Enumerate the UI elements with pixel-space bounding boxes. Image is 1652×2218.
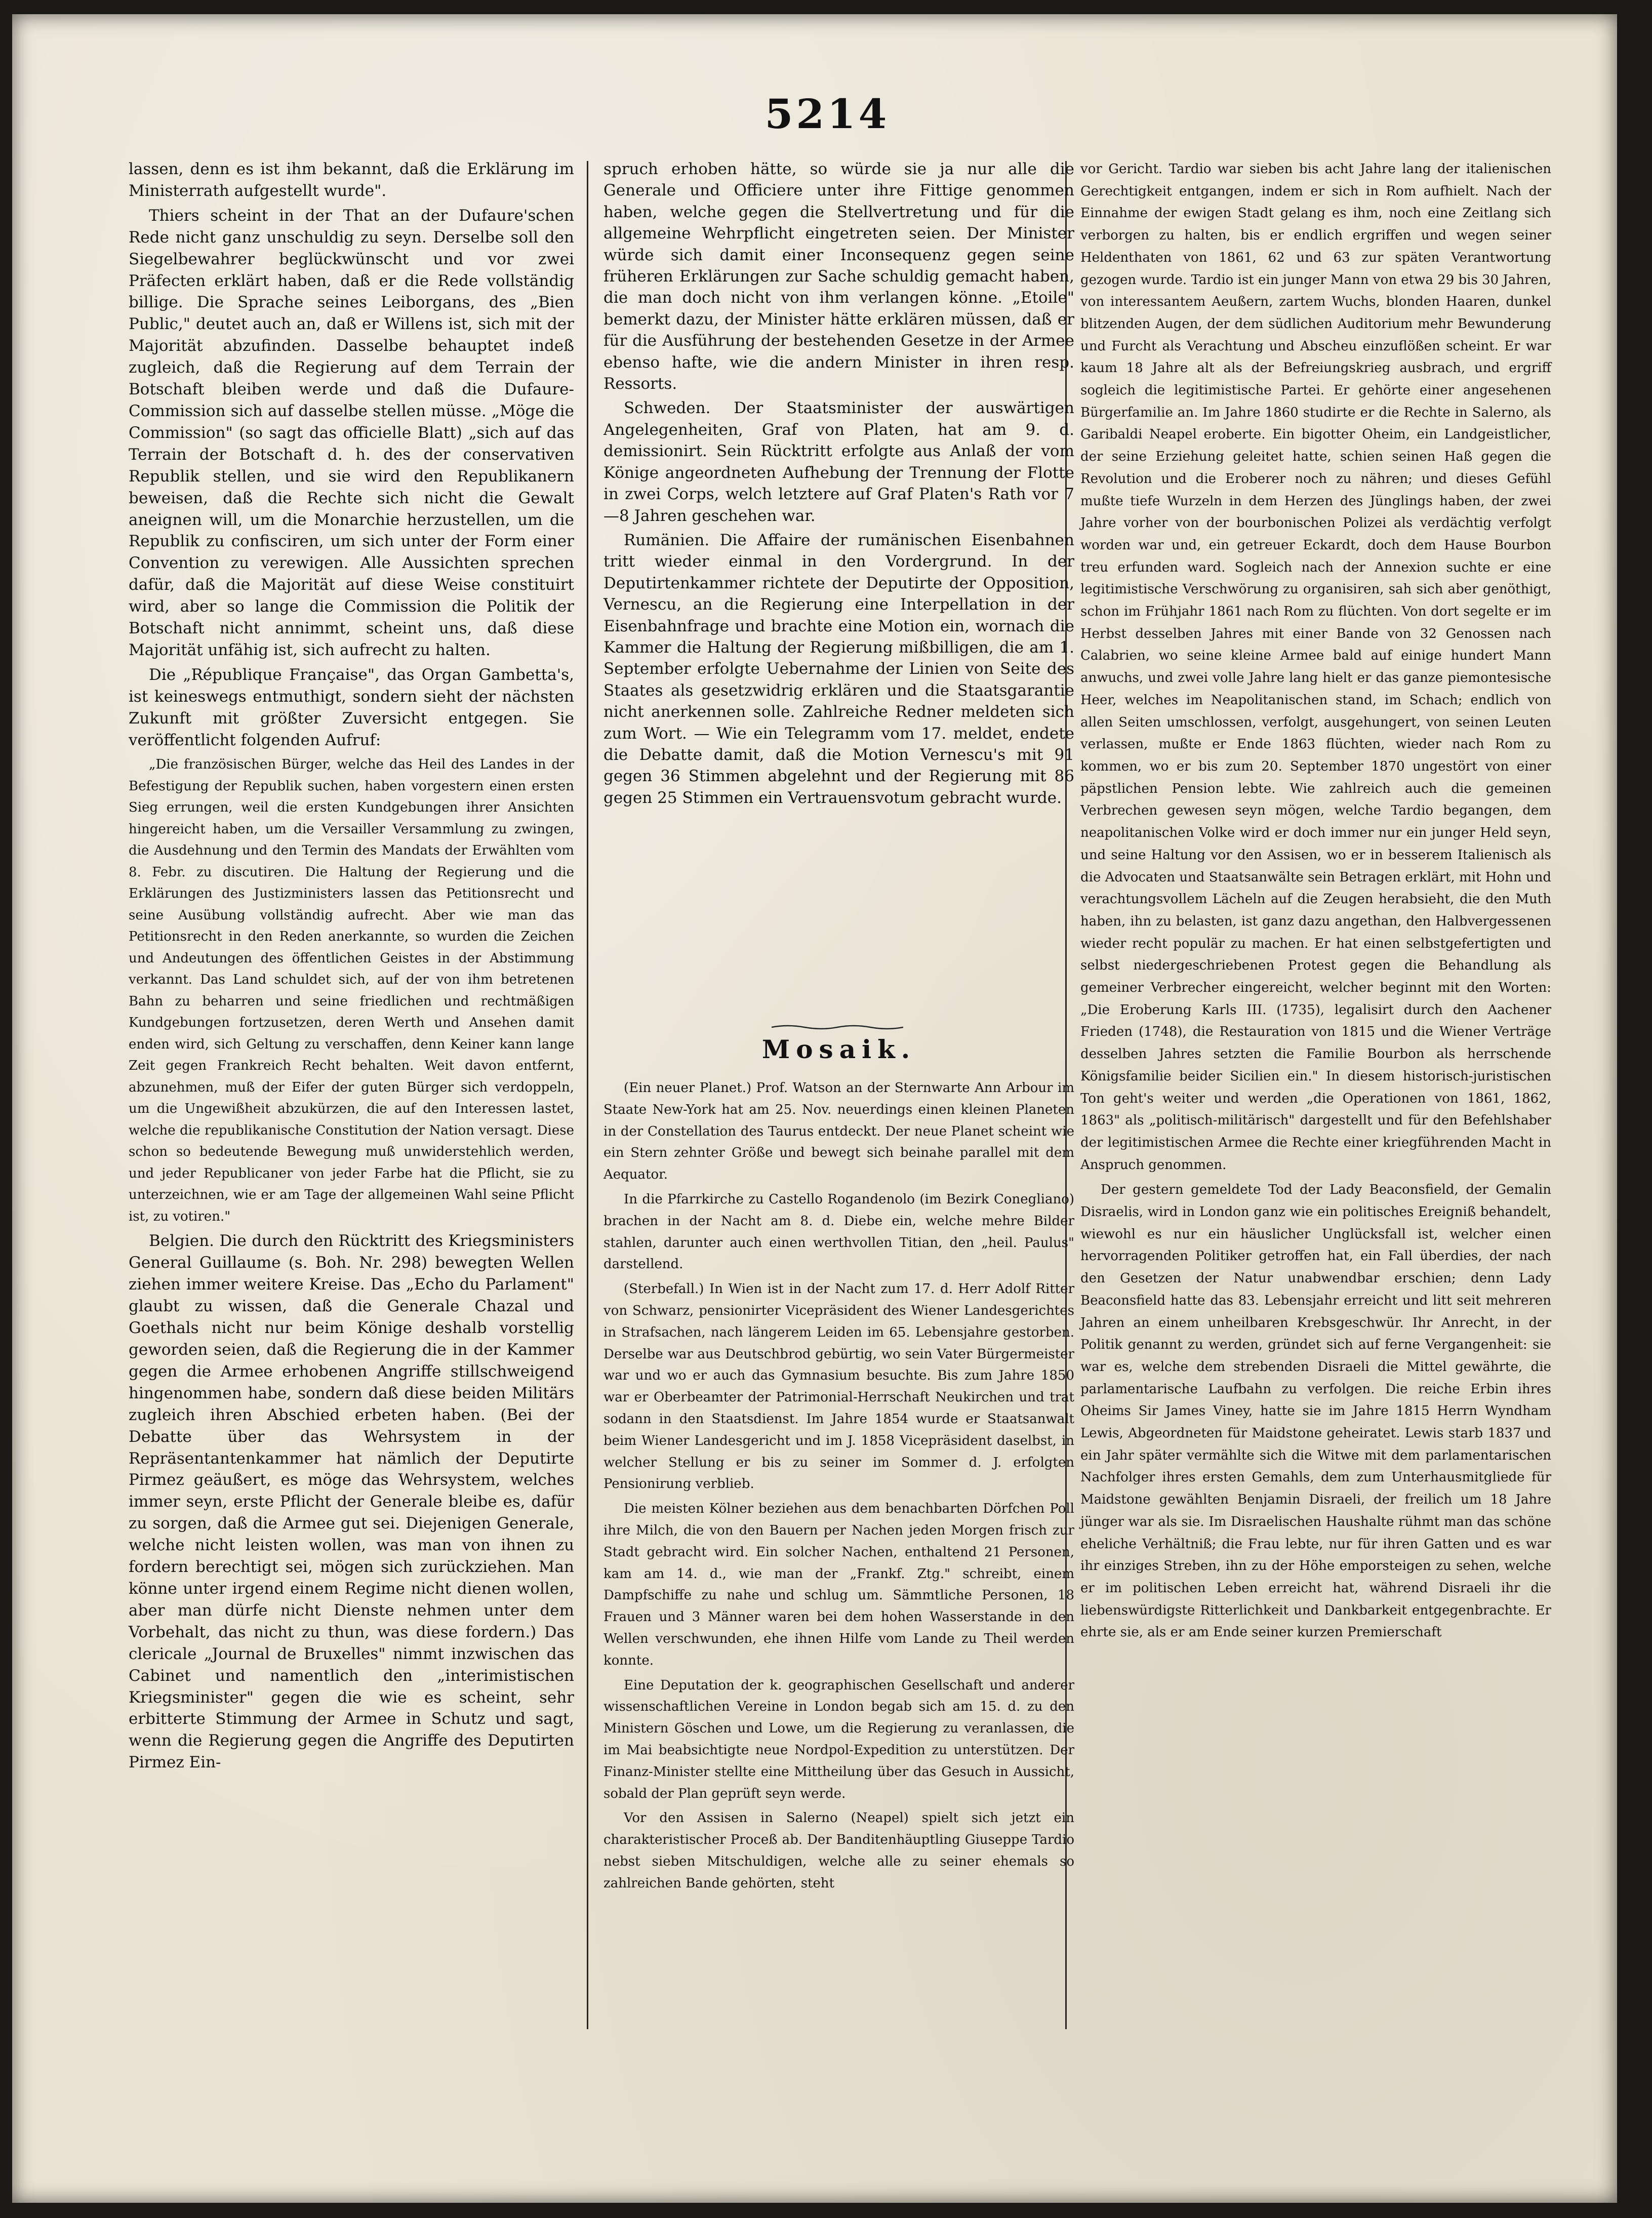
page-number: 5214: [764, 90, 890, 138]
column-rule-left: [587, 161, 588, 2029]
newspaper-page: [12, 14, 1617, 2203]
mosaik-item: (Sterbefall.) In Wien ist in der Nacht zum 17. d. Herr Adolf Ritter von Schwarz, pensionirter Vicepräsident des Wiener Landesgerichtes in Strafsachen, nach längerem Leiden im 65. Lebensjahre gestorben. Derselbe war aus Deutschbrod gebürtig, wo sein Vater Bürgermeister war und wo er auch das Gymnasium besuchte. Bis zum Jahre 1850 war er Oberbeamter der Patrimonial-Herrschaft Neukirchen und trat sodann in den Staatsdienst. Im Jahre 1854 wurde er Staatsanwalt beim Wiener Landesgericht und im J. 1858 Vicepräsident daselbst, in welcher Stellung er bis zu seiner im Sommer d. J. erfolgten Pensionirung verblieb.: [603, 1281, 1074, 1492]
mosaik-item: Die meisten Kölner beziehen aus dem benachbarten Dörfchen Poll ihre Milch, die von den Bauern per Nachen jeden Morgen frisch zur Stadt gebracht wird. Ein solcher Nachen, enthaltend 21 Personen, kam am 14. d., wie man der „Frankf. Ztg." schreibt, einem Dampfschiffe zu nahe und schlug um. Sämmtliche Personen, 18 Frauen und 3 Männer waren bei dem hohen Wasserstande in den Wellen verschwunden, ehe ihnen Hilfe vom Lande zu Theil werden konnte.: [603, 1501, 1074, 1668]
paragraph: Thiers scheint in der That an der Dufaure'schen Rede nicht ganz unschuldig zu seyn. Derselbe soll den Siegelbewahrer beglückwünscht und vor zwei Präfecten erklärt haben, daß er die Rede vollständig billige. Die Sprache seines Leiborgans, des „Bien Public," deutet auch an, daß er Willens ist, sich mit der Majorität abzufinden. Dasselbe behauptet indeß zugleich, daß die Regierung auf dem Terrain der Botschaft bleiben werde und daß die Dufaure-Commission sich auf dasselbe stellen müsse. „Möge die Commission" (so sagt das officielle Blatt) „sich auf das Terrain der Botschaft d. h. des der conservativen Republik stellen, und sie wird den Republikanern beweisen, daß die Rechte sich nicht die Gewalt aneignen will, um die Monarchie herzustellen, um die Republik zu confisciren, um sich unter der Form einer Convention zu verewigen. Alle Aussichten sprechen dafür, daß die Majorität auf diese Weise constituirt wird, aber so lange die Commission die Politik der Botschaft nicht annimmt, scheint uns, daß diese Majorität unfähig ist, sich aufrecht zu halten.: [129, 206, 574, 659]
paragraph-rumaenien: Rumänien. Die Affaire der rumänischen Eisenbahnen tritt wieder einmal in den Vordergrund. In der Deputirtenkammer richtete der Deputirte der Opposition, Vernescu, an die Regierung eine Interpellation in der Eisenbahnfrage und brachte eine Motion ein, wornach die Kammer die Haltung der Regierung mißbilligen, die am 1. September erfolgte Uebernahme der Linien von Seite des Staates als gesetzwidrig erklären und die Staatsgarantie nicht anerkennen solle. Zahlreiche Redner meldeten sich zum Wort. — Wie ein Telegramm vom 17. meldet, endete die Debatte damit, daß die Motion Vernescu's mit 91 gegen 36 Stimmen abgelehnt und der Regierung mit 86 gegen 25 Stimmen ein Vertrauensvotum gebracht wurde.: [603, 531, 1074, 807]
mosaik-item: In die Pfarrkirche zu Castello Rogandenolo (im Bezirk Conegliano) brachen in der Nacht am 8. d. Diebe ein, welche mehre Bilder stahlen, darunter auch einen werthvollen Titian, den „heil. Paulus" darstellend.: [603, 1191, 1074, 1272]
paragraph: Die „République Française", das Organ Gambetta's, ist keineswegs entmuthigt, sondern sieht der nächsten Zukunft mit größter Zuversicht entgegen. Sie veröffentlicht folgenden Aufruf:: [129, 665, 574, 749]
mosaik-item: Vor den Assisen in Salerno (Neapel) spielt sich jetzt ein charakteristischer Proceß ab. Der Banditenhäuptling Giuseppe Tardio nebst sieben Mitschuldigen, welche alle zu seiner ehemals so zahlreichen Bande gehörten, steht: [603, 1810, 1074, 1891]
section-title-mosaik: Mosaik.: [761, 1034, 916, 1064]
paragraph-beaconsfield: Der gestern gemeldete Tod der Lady Beaconsfield, der Gemalin Disraelis, wird in London ganz wie ein politisches Ereigniß behandelt, wiewohl es nur ein häuslicher Unglücksfall ist, welcher einen hervorragenden Politiker getroffen hat, ein Fall überdies, der nach den Gesetzen der Natur unabwendbar erschien; denn Lady Beaconsfield hatte das 83. Lebensjahr erreicht und litt seit mehreren Jahren an einem unheilbaren Krebsgeschwür. Ihr Anrecht, in der Politik genannt zu werden, gründet sich auf ferne Vergangenheit: sie war es, welche dem strebenden Disraeli die Mittel gewährte, die parlamentarische Laufbahn zu verfolgen. Die reiche Erbin ihres Oheims Sir James Viney, hatte sie im Jahre 1815 Herrn Wyndham Lewis, Abgeordneten für Maidstone geheiratet. Lewis starb 1837 und ein Jahr später vermählte sich die Witwe mit dem parlamentarischen Nachfolger ihres ersten Gemahls, dem zum Unterhausmitgliede für Maidstone gewählten Benjamin Disraeli, der freilich um 18 Jahre jünger war als sie. Im Disraelischen Haushalte rühmt man das schöne eheliche Verhältniß; die Frau lebte, nur für ihren Gatten und es war ihr einziges Streben, ihn zu der Höhe emporsteigen zu sehen, welche er im politischen Leben erreicht hat, während Disraeli ihr die liebenswürdigste Ritterlichkeit und Dankbarkeit entgegenbrachte. Er ehrte sie, als er am Ende seiner kurzen Premierschaft: [1080, 1182, 1551, 1640]
paragraph: spruch erhoben hätte, so würde sie ja nur alle die Generale und Officiere unter ihre Fittige genommen haben, welche gegen die Stellvertretung und für die allgemeine Wehrpflicht eingetreten seien. Der Minister würde sich damit einer Inconsequenz gegen seine früheren Erklärungen zur Sache schuldig gemacht haben, die man doch nicht von ihm verlangen könne. „Etoile" bemerkt dazu, der Minister hätte erklären müssen, daß er für die Ausführung der bestehenden Gesetze in der Armee ebenso hafte, wie die andern Minister in ihren resp. Ressorts.: [603, 160, 1074, 393]
column-2: [603, 158, 1074, 812]
mosaik-item: Eine Deputation der k. geographischen Gesellschaft und anderer wissenschaftlichen Vereine in London begab sich am 15. d. zu den Ministern Göschen und Lowe, um die Regierung zu veranlassen, die im Mai beabsichtigte neue Nordpol-Expedition zu unterstützen. Der Finanz-Minister stellte eine Mittheilung über das Gesuch in Aussicht, sobald der Plan geprüft seyn werde.: [603, 1677, 1074, 1801]
column-3: [1080, 158, 1551, 1647]
column-1: [129, 158, 574, 1777]
paragraph-belgien: Belgien. Die durch den Rücktritt des Kriegsministers General Guillaume (s. Boh. Nr. 298) bewegten Wellen ziehen immer weitere Kreise. Das „Echo du Parlament" glaubt zu wissen, daß die Generale Chazal und Goethals nicht nur beim Könige deshalb vorstellig geworden seien, daß die Regierung die in der Kammer gegen die Armee erhobenen Angriffe stillschweigend hingenommen habe, sondern daß diese beiden Militärs zugleich ihren Abschied erbeten haben. (Bei der Debatte über das Wehrsystem in der Repräsentantenkammer hat nämlich der Deputirte Pirmez geäußert, es möge das Wehrsystem, welches immer seyn, erste Pflicht der Generale bleibe es, dafür zu sorgen, daß die Armee gut sei. Diejenigen Generale, welche nicht leisten wollen, was man von ihnen zu fordern berechtigt sei, mögen sich zurückziehen. Man könne unter irgend einem Regime nicht dienen wollen, aber man dürfe nicht Dienste nehmen unter dem Vorbehalt, das nicht zu thun, was diese fordern.) Das clericale „Journal de Bruxelles" nimmt inzwischen das Cabinet und namentlich den „interimistischen Kriegsminister" gegen die wie es scheint, sehr erbitterte Stimmung der Armee in Schutz und sagt, wenn die Regierung gegen die Angriffe des Deputirten Pirmez Ein-: [129, 1232, 574, 1772]
column-2-mosaik: [603, 1077, 1074, 1897]
paragraph-quote: „Die französischen Bürger, welche das Heil des Landes in der Befestigung der Republik suchen, haben vorgestern einen ersten Sieg errungen, weil die ersten Kundgebungen ihrer Ansichten hingereicht haben, um die Versailler Versammlung zu zwingen, die Ausdehnung und den Termin des Mandats der Erwählten vom 8. Febr. zu discutiren. Die Haltung der Regierung und die Erklärungen des Justizministers lassen das Petitionsrecht und seine Ausübung vollständig aufrecht. Aber wie man das Petitionsrecht in den Reden anerkannte, so wurden die Zeichen und Andeutungen des öffentlichen Geistes in der Abstimmung verkannt. Das Land schuldet sich, auf der von ihm betretenen Bahn zu beharren und seine friedlichen und rechtmäßigen Kundgebungen fortzusetzen, deren Werth und Ansehen damit enden wird, sich Geltung zu verschaffen, denn Keiner kann lange Zeit gegen Frankreich Recht behalten. Weit davon entfernt, abzunehmen, muß der Eifer der guten Bürger sich verdoppeln, um die Ungewißheit abzukürzen, die auf den Interessen lastet, welche die republikanische Constitution der Nation versagt. Diese schon so bedeutende Bewegung muß unwiderstehlich werden, und jeder Republicaner von jeder Farbe hat die Pflicht, sie zu unterzeichnen, wie er am Tage der allgemeinen Wahl seine Pflicht ist, zu votiren.": [129, 757, 574, 1224]
ornament-divider: [772, 1024, 903, 1030]
paragraph-tardio: vor Gericht. Tardio war sieben bis acht Jahre lang der italienischen Gerechtigkeit entgangen, indem er sich in Rom aufhielt. Nach der Einnahme der ewigen Stadt gelang es ihm, noch eine Zeitlang sich verborgen zu halten, bis er endlich ergriffen und wegen seiner Heldenthaten von 1861, 62 und 63 zur späten Verantwortung gezogen wurde. Tardio ist ein junger Mann von etwa 29 bis 30 Jahren, von interessantem Aeußern, zartem Wuchs, blonden Haaren, dunkel blitzenden Augen, der dem südlichen Auditorium mehr Bewunderung und Furcht als Verachtung und Abscheu einzuflößen scheint. Er war kaum 18 Jahre alt als der Befreiungskrieg ausbrach, und ergriff sogleich die legitimistische Partei. Er gehörte einer angesehenen Bürgerfamilie an. Im Jahre 1860 studirte er die Rechte in Salerno, als Garibaldi Neapel eroberte. Ein bigotter Oheim, ein Landgeistlicher, der seine Erziehung geleitet hatte, schien seinen Haß gegen die Revolution und die Eroberer noch zu nähren; und dieses Gefühl mußte tiefe Wurzeln in dem Herzen des Jünglings haben, der zwei Jahre vorher von der bourbonischen Polizei als verdächtig verfolgt worden war und, ein getreuer Eckardt, doch dem Hause Bourbon treu erfunden ward. Sogleich nach der Annexion suchte er eine legitimistische Verschwörung zu organisiren, sah sich aber genöthigt, schon im Frühjahr 1861 nach Rom zu flüchten. Von dort segelte er im Herbst desselben Jahres mit einer Bande von 32 Genossen nach Calabrien, wo seine kleine Armee bald auf einige hundert Mann anwuchs, und zwei volle Jahre lang hielt er das ganze piemontesische Heer, welches im Neapolitanischen stand, im Schach; endlich von allen Seiten umschlossen, verfolgt, ausgehungert, von seinen Leuten verlassen, mußte er Ende 1863 flüchten, wieder nach Rom zu kommen, wo er bis zum 20. September 1870 ungestört von einer päpstlichen Pension lebte. Wie zahlreich auch die gemeinen Verbrechen gewesen seyn mögen, welche Tardio begangen, dem neapolitanischen Volke wird er doch immer nur ein junger Held seyn, und seine Haltung vor den Assisen, wo er in besserem Italienisch als die Advocaten und Staatsanwälte sein Betragen erklärt, mit Hohn und verachtungsvollem Lächeln auf die Zeugen herabsieht, die den Muth haben, ihn zu belasten, ist ganz dazu angethan, den Halbvergessenen wieder recht populär zu machen. Er hat einen selbstgefertigten und selbst niedergeschriebenen Protest gegen die Behandlung als gemeiner Verbrecher eingereicht, welcher beginnt mit den Worten: „Die Eroberung Karls III. (1735), legalisirt durch den Aachener Frieden (1748), die Restauration von 1815 und die Wiener Verträge desselben Jahres setzten die Familie Bourbon als herrschende Königsfamilie beider Sicilien ein." In diesem historisch-juristischen Ton geht's weiter und werden „die Operationen von 1861, 1862, 1863" als „politisch-militärisch" dargestellt und für den Befehlshaber der legitimistischen Armee die Rechte einer kriegführenden Macht in Anspruch genommen.: [1080, 162, 1551, 1173]
paragraph: lassen, denn es ist ihm bekannt, daß die Erklärung im Ministerrath aufgestellt wurde".: [129, 160, 574, 200]
paragraph-schweden: Schweden. Der Staatsminister der auswärtigen Angelegenheiten, Graf von Platen, hat am 9. d. demissionirt. Sein Rücktritt erfolgte aus Anlaß der vom Könige angeordneten Aufhebung der Trennung der Flotte in zwei Corps, welch letztere auf Graf Platen's Rath vor 7—8 Jahren geschehen war.: [603, 399, 1074, 525]
mosaik-item: (Ein neuer Planet.) Prof. Watson an der Sternwarte Ann Arbour im Staate New-York hat am 25. Nov. neuerdings einen kleinen Planeten in der Constellation des Taurus entdeckt. Der neue Planet scheint wie ein Stern zehnter Größe und bewegt sich beinahe parallel mit dem Aequator.: [603, 1080, 1074, 1183]
